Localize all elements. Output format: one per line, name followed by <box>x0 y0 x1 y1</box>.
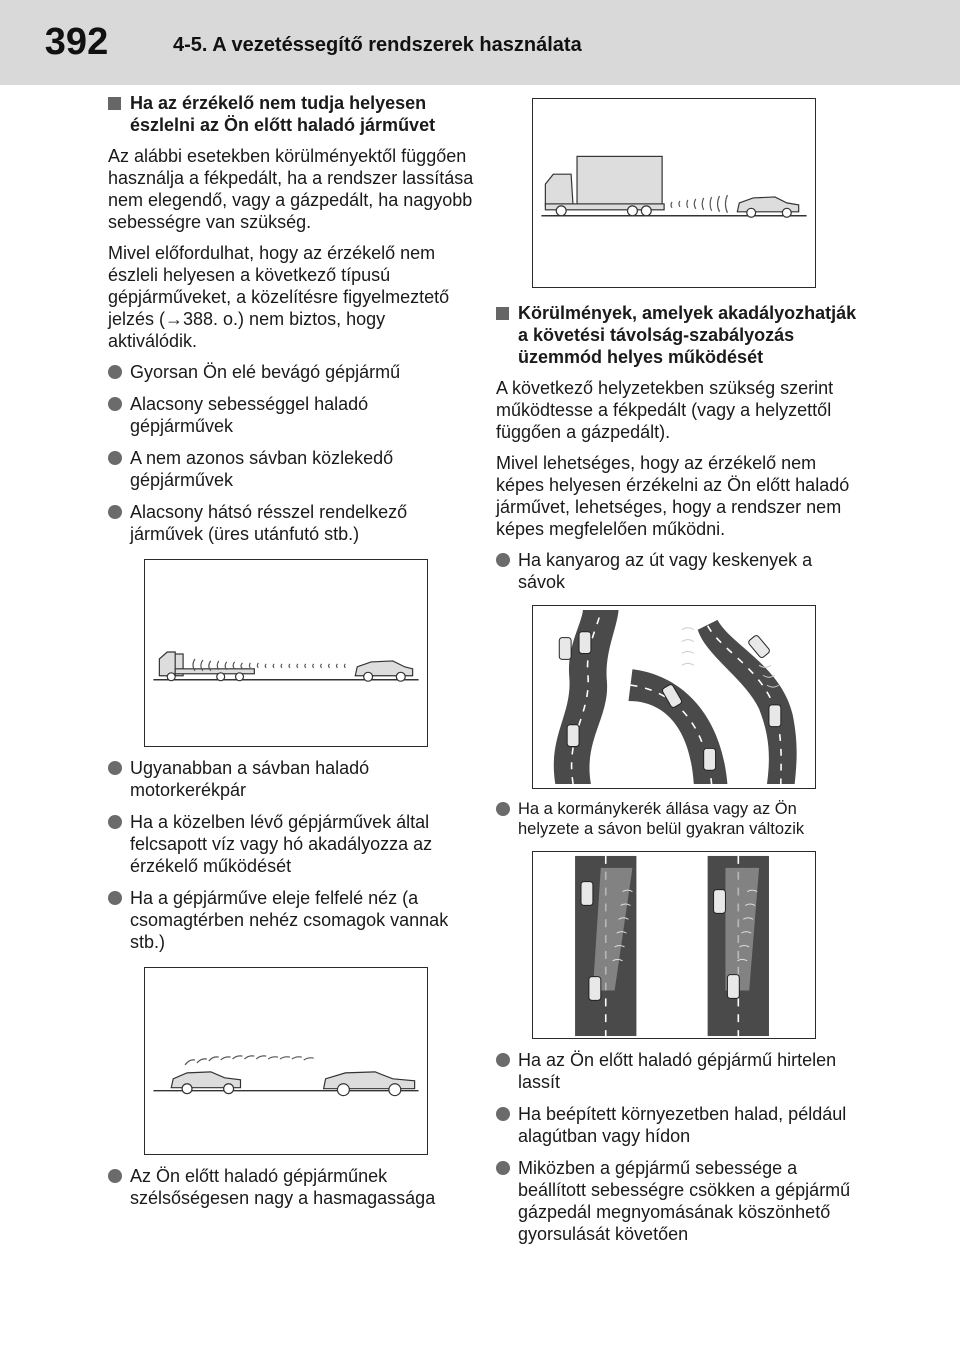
lane-position-figure <box>532 851 816 1039</box>
round-bullet-icon <box>496 802 510 816</box>
list-item-text: Alacsony hátsó résszel rendelkező járművek (üres utánfutó stb.) <box>130 502 408 544</box>
round-bullet-icon <box>496 1107 510 1121</box>
empty-trailer-illustration <box>145 560 427 746</box>
round-bullet-icon <box>108 891 122 905</box>
left-heading <box>108 92 476 136</box>
round-bullet-icon <box>108 1169 122 1183</box>
round-bullet-icon <box>108 451 122 465</box>
list-item <box>108 887 476 953</box>
list-item-text: Gyorsan Ön elé bevágó gépjármű <box>130 362 401 382</box>
left-heading-text: Ha az érzékelő nem tudja helyesen észlelni az Ön előtt haladó járművet <box>130 93 436 135</box>
page-number: 392 <box>0 0 153 85</box>
square-bullet-icon <box>108 97 121 110</box>
round-bullet-icon <box>496 1053 510 1067</box>
list-item <box>496 549 860 593</box>
section-title: 4-5. A vezetéssegítő rendszerek használata <box>153 0 960 85</box>
round-bullet-icon <box>108 761 122 775</box>
left-paragraph-1: Az alábbi esetekben körülményektől függően használja a fékpedált, ha a rendszer lassítása nem elegendő, vagy a gázpedált, ha nagyobb sebességre van szükség. <box>108 146 474 232</box>
right-heading <box>496 302 860 368</box>
list-item-text: Ha az Ön előtt haladó gépjármű hirtelen lassít <box>518 1050 837 1092</box>
list-item-text: Ha kanyarog az út vagy keskenyek a sávok <box>518 550 813 592</box>
list-item <box>108 501 476 545</box>
page-header <box>0 0 960 85</box>
list-item-text: A nem azonos sávban közlekedő gépjárművek <box>130 448 394 490</box>
list-item <box>108 811 476 877</box>
square-bullet-icon <box>496 307 509 320</box>
round-bullet-icon <box>108 505 122 519</box>
right-column <box>496 92 860 1255</box>
curved-road-illustration <box>533 606 815 788</box>
round-bullet-icon <box>108 397 122 411</box>
list-item <box>496 1103 860 1147</box>
list-item-text: Ugyanabban a sávban haladó motorkerékpár <box>130 758 370 800</box>
list-item <box>108 1165 476 1209</box>
list-item-text: Ha a közelben lévő gépjárművek által felcsapott víz vagy hó akadályozza az érzékelő működését <box>130 812 433 876</box>
right-paragraph-1: A következő helyzetekben szükség szerint működtesse a fékpedált (vagy a helyzettől függően a gázpedált). <box>496 378 834 442</box>
high-clearance-illustration <box>145 968 427 1154</box>
list-item-text: Az Ön előtt haladó gépjárműnek szélsőségesen nagy a hasmagassága <box>130 1166 436 1208</box>
list-item-text: Ha beépített környezetben halad, például alagútban vagy hídon <box>518 1104 847 1146</box>
round-bullet-icon <box>496 553 510 567</box>
round-bullet-icon <box>108 365 122 379</box>
curved-road-figure <box>532 605 816 789</box>
list-item <box>496 799 860 839</box>
list-item <box>108 447 476 491</box>
left-column <box>108 92 476 1219</box>
list-item <box>496 1049 860 1093</box>
truck-illustration <box>533 99 815 287</box>
list-item-text: Alacsony sebességgel haladó gépjárművek <box>130 394 369 436</box>
high-clearance-figure <box>144 967 428 1155</box>
right-paragraph-2: Mivel lehetséges, hogy az érzékelő nem képes helyesen érzékelni az Ön előtt haladó járművet, lehetséges, hogy a rendszer nem képes megfelelően működni. <box>496 453 850 539</box>
left-paragraph-2: Mivel előfordulhat, hogy az érzékelő nem észleli helyesen a következő típusú gépjárműveket, a közelítésre figyelmeztető jelzés (→388. o.) nem biztos, hogy aktiválódik. <box>108 243 450 351</box>
list-item <box>496 1157 860 1245</box>
list-item-text: Ha a gépjárműve eleje felfelé néz (a csomagtérben nehéz csomagok vannak stb.) <box>130 888 449 952</box>
lane-position-illustration <box>533 852 815 1038</box>
right-heading-text: Körülmények, amelyek akadályozhatják a követési távolság-szabályozás üzemmód helyes működését <box>518 303 857 367</box>
round-bullet-icon <box>496 1161 510 1175</box>
round-bullet-icon <box>108 815 122 829</box>
list-item-text: Miközben a gépjármű sebessége a beállított sebességre csökken a gépjármű gázpedál megnyomásának köszönhető gyorsulását követően <box>518 1158 851 1244</box>
list-item-text: Ha a kormánykerék állása vagy az Ön helyzete a sávon belül gyakran változik <box>518 800 805 838</box>
empty-trailer-figure <box>144 559 428 747</box>
list-item <box>108 757 476 801</box>
truck-figure <box>532 98 816 288</box>
list-item <box>108 393 476 437</box>
list-item <box>108 361 476 383</box>
